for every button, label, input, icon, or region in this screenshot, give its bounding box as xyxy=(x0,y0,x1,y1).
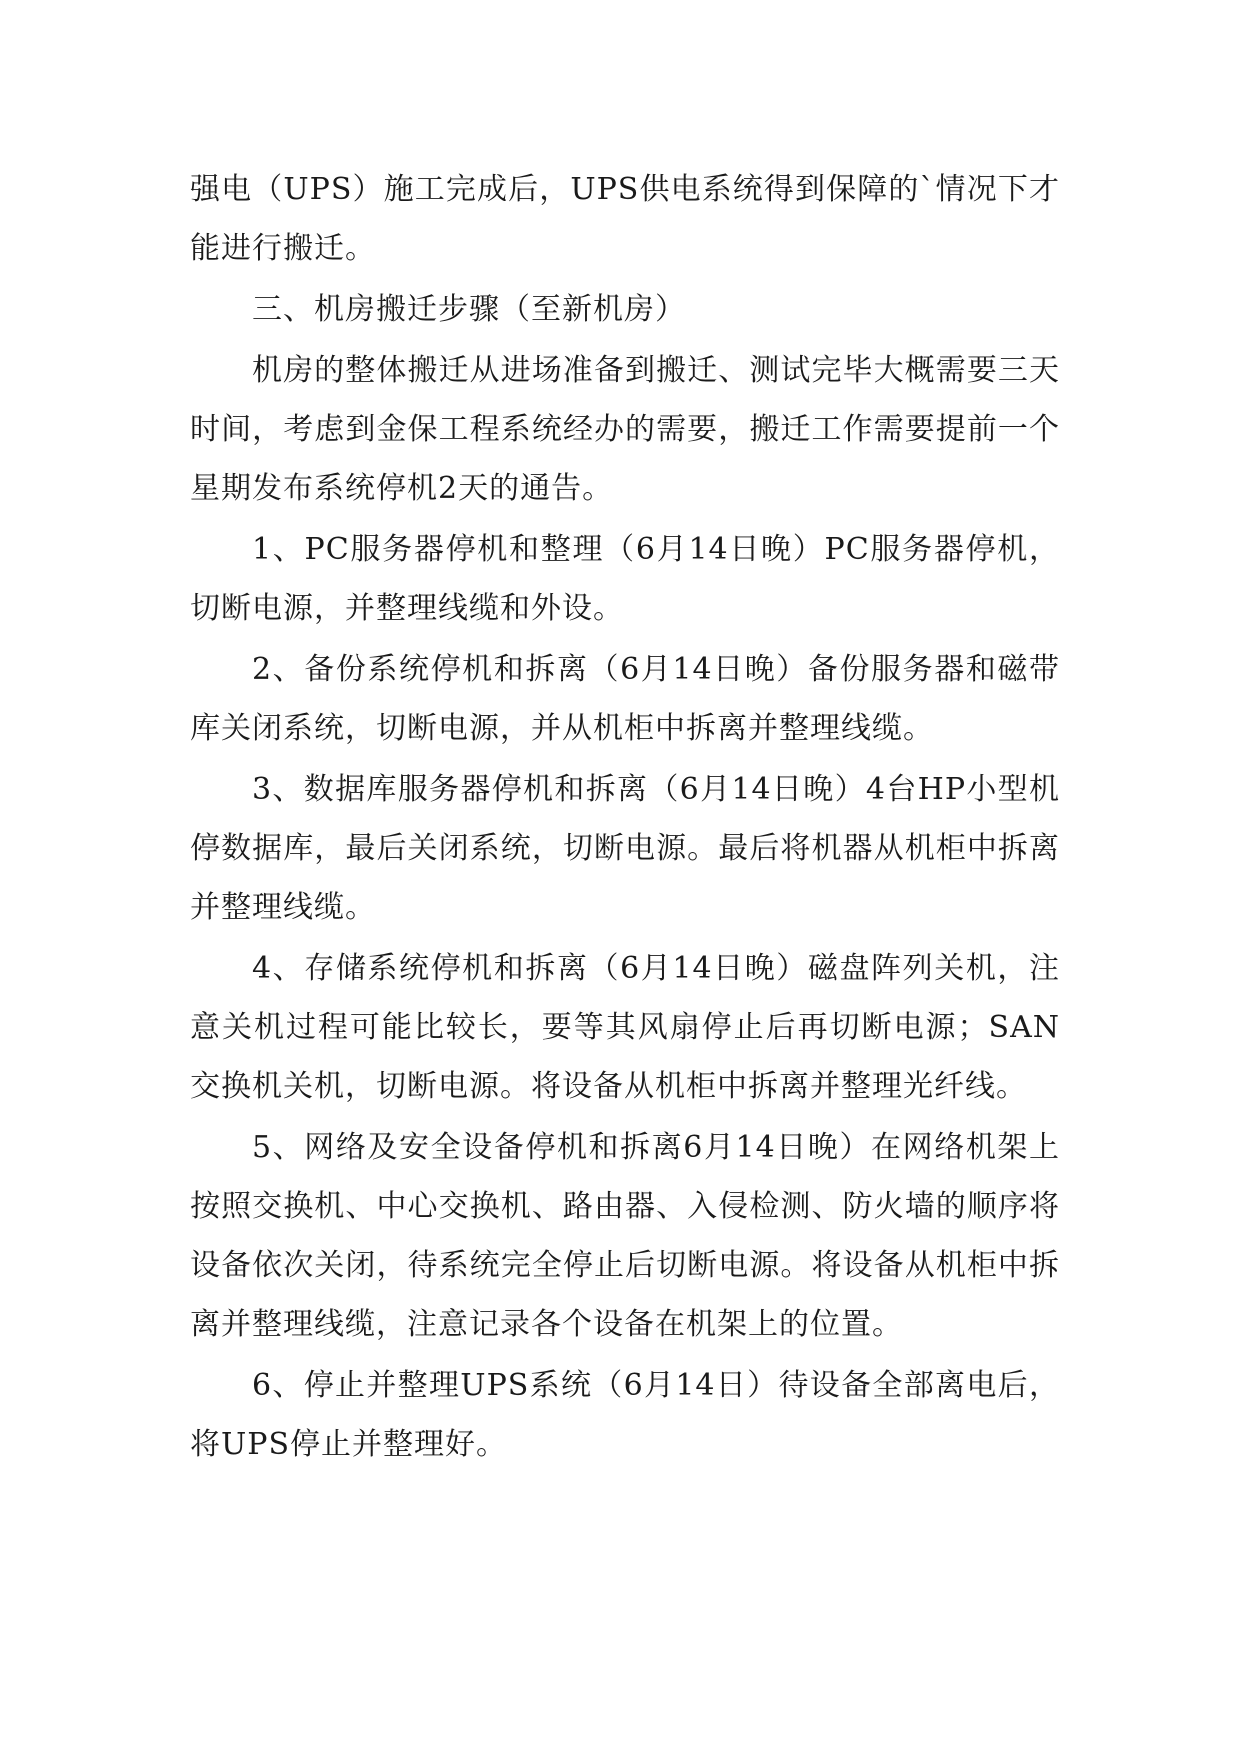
step-5-network-security: 5、网络及安全设备停机和拆离6月14日晚）在网络机架上按照交换机、中心交换机、路由器、入侵检测、防火墙的顺序将设备依次关闭，待系统完全停止后切断电源。将设备从机柜中拆离并整理线缆，注意记录各个设备在机架上的位置。 xyxy=(190,1130,1060,1342)
step-4-storage-system: 4、存储系统停机和拆离（6月14日晚）磁盘阵列关机，注意关机过程可能比较长，要等其风扇停止后再切断电源；SAN交换机关机，切断电源。将设备从机柜中拆离并整理光纤线。 xyxy=(190,951,1060,1104)
paragraph-ups-precondition: 强电（UPS）施工完成后，UPS供电系统得到保障的`情况下才能进行搬迁。 xyxy=(190,172,1060,266)
paragraph-overview: 机房的整体搬迁从进场准备到搬迁、测试完毕大概需要三天时间，考虑到金保工程系统经办的需要，搬迁工作需要提前一个星期发布系统停机2天的通告。 xyxy=(190,353,1060,506)
step-3-database-servers: 3、数据库服务器停机和拆离（6月14日晚）4台HP小型机停数据库，最后关闭系统，切断电源。最后将机器从机柜中拆离并整理线缆。 xyxy=(190,772,1060,925)
document-body xyxy=(190,160,1060,1474)
step-2-backup-system: 2、备份系统停机和拆离（6月14日晚）备份服务器和磁带库关闭系统，切断电源，并从机柜中拆离并整理线缆。 xyxy=(190,652,1060,746)
step-1-pc-servers: 1、PC服务器停机和整理（6月14日晚）PC服务器停机，切断电源，并整理线缆和外设。 xyxy=(190,532,1060,626)
step-6-ups-system: 6、停止并整理UPS系统（6月14日）待设备全部离电后，将UPS停止并整理好。 xyxy=(190,1368,1060,1462)
section-heading-relocation-steps: 三、机房搬迁步骤（至新机房） xyxy=(252,292,686,327)
